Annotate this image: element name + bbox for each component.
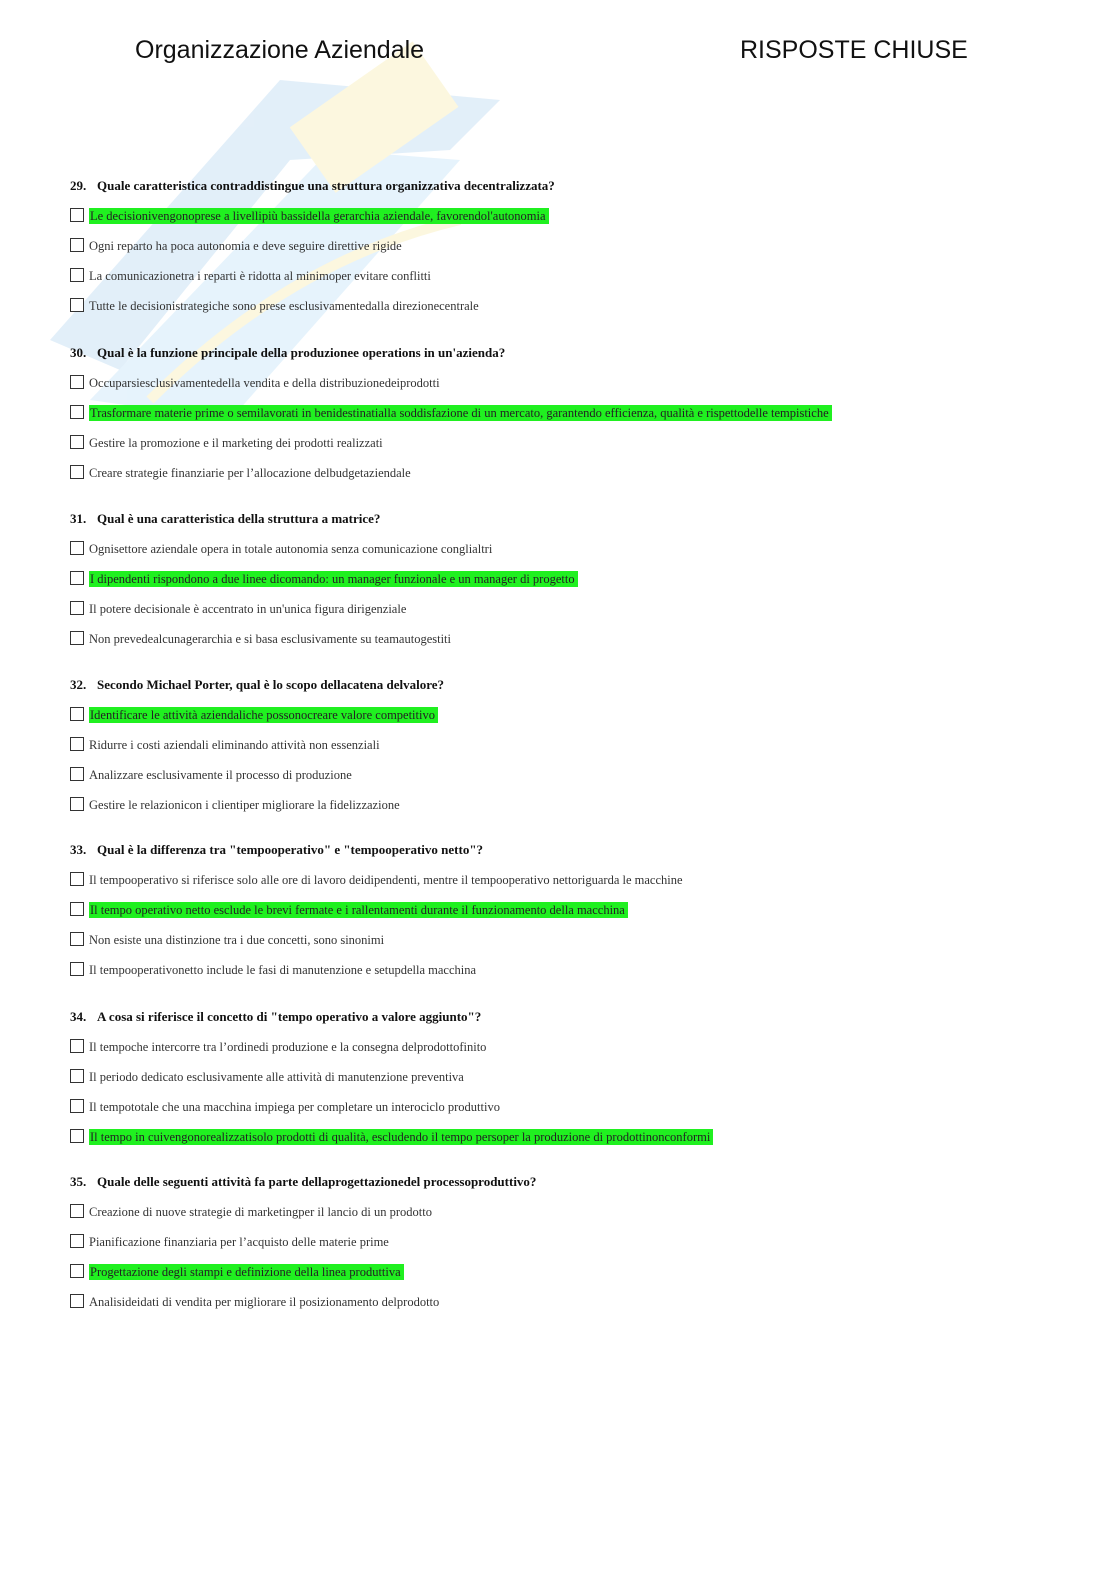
question-number: 30. bbox=[70, 345, 87, 360]
question-31 bbox=[70, 511, 1050, 647]
checkbox[interactable] bbox=[70, 1264, 84, 1278]
question-number: 35. bbox=[70, 1174, 87, 1189]
answer-text: Il tempooperativonetto include le fasi di manutenzione e setupdella macchina bbox=[89, 963, 477, 977]
question-text: Secondo Michael Porter, qual è lo scopo dellacatena delvalore? bbox=[97, 677, 444, 692]
checkbox[interactable] bbox=[70, 707, 84, 721]
answer-text: Progettazione degli stampi e definizione della linea produttiva bbox=[89, 1264, 404, 1280]
answer-option[interactable] bbox=[70, 541, 1050, 557]
answer-option[interactable] bbox=[70, 375, 1050, 391]
checkbox[interactable] bbox=[70, 571, 84, 585]
answer-option[interactable] bbox=[70, 737, 1050, 753]
checkbox[interactable] bbox=[70, 208, 84, 222]
checkbox[interactable] bbox=[70, 737, 84, 751]
checkbox[interactable] bbox=[70, 601, 84, 615]
checkbox[interactable] bbox=[70, 1204, 84, 1218]
answer-text: Creare strategie finanziarie per l’allocazione delbudgetaziendale bbox=[89, 466, 411, 480]
question-text: Qual è la differenza tra "tempooperativo" e "tempooperativo netto"? bbox=[97, 842, 484, 857]
question-30 bbox=[70, 345, 1050, 481]
answer-text: Le decisionivengonoprese a livellipiù bassidella gerarchia aziendale, favorendol'autonomia bbox=[89, 208, 549, 224]
answer-text: Gestire la promozione e il marketing dei prodotti realizzati bbox=[89, 436, 383, 450]
checkbox[interactable] bbox=[70, 767, 84, 781]
answer-text: Il tempoche intercorre tra l’ordinedi produzione e la consegna delprodottofinito bbox=[89, 1040, 487, 1054]
checkbox[interactable] bbox=[70, 238, 84, 252]
checkbox[interactable] bbox=[70, 1129, 84, 1143]
answer-option[interactable] bbox=[70, 571, 1050, 587]
answer-option[interactable] bbox=[70, 268, 1050, 284]
checkbox[interactable] bbox=[70, 1039, 84, 1053]
question-text: Qual è la funzione principale della produzionee operations in un'azienda? bbox=[97, 345, 506, 360]
question-number: 33. bbox=[70, 842, 87, 857]
question-32 bbox=[70, 677, 1050, 813]
answer-text: Il tempooperativo si riferisce solo alle ore di lavoro deidipendenti, mentre il tempooperativo nettoriguarda le macchine bbox=[89, 873, 683, 887]
section-title: RISPOSTE CHIUSE bbox=[740, 36, 968, 64]
checkbox[interactable] bbox=[70, 268, 84, 282]
answer-option[interactable] bbox=[70, 405, 1050, 421]
answer-option[interactable] bbox=[70, 1264, 1050, 1280]
answer-option[interactable] bbox=[70, 962, 1050, 978]
checkbox[interactable] bbox=[70, 435, 84, 449]
answer-option[interactable] bbox=[70, 1069, 1050, 1085]
answer-option[interactable] bbox=[70, 1039, 1050, 1055]
question-title bbox=[70, 1009, 1050, 1025]
question-text: A cosa si riferisce il concetto di "tempo operativo a valore aggiunto"? bbox=[97, 1009, 482, 1024]
answer-text: Il tempo in cuivengonorealizzatisolo prodotti di qualità, escludendo il tempo persoper la produzione di prodottinonconformi bbox=[89, 1129, 713, 1145]
answer-option[interactable] bbox=[70, 872, 1050, 888]
checkbox[interactable] bbox=[70, 932, 84, 946]
answer-text: Tutte le decisionistrategiche sono prese esclusivamentedalla direzionecentrale bbox=[89, 299, 479, 313]
answer-option[interactable] bbox=[70, 208, 1050, 224]
answer-option[interactable] bbox=[70, 797, 1050, 813]
question-number: 34. bbox=[70, 1009, 87, 1024]
checkbox[interactable] bbox=[70, 375, 84, 389]
question-title bbox=[70, 345, 1050, 361]
question-number: 31. bbox=[70, 511, 87, 526]
answer-text: Trasformare materie prime o semilavorati in benidestinatialla soddisfazione di un mercato, garantendo efficienza, qualità e rispettodelle tempistiche bbox=[89, 405, 832, 421]
answer-text: Ridurre i costi aziendali eliminando attività non essenziali bbox=[89, 738, 380, 752]
question-title bbox=[70, 178, 1050, 194]
answer-option[interactable] bbox=[70, 601, 1050, 617]
answer-option[interactable] bbox=[70, 1129, 1050, 1145]
answer-option[interactable] bbox=[70, 631, 1050, 647]
checkbox[interactable] bbox=[70, 1234, 84, 1248]
answer-text: Occuparsiesclusivamentedella vendita e della distribuzionedeiprodotti bbox=[89, 376, 440, 390]
answer-text: Analisideidati di vendita per migliorare il posizionamento delprodotto bbox=[89, 1295, 440, 1309]
answer-text: Analizzare esclusivamente il processo di produzione bbox=[89, 768, 352, 782]
answer-text: Pianificazione finanziaria per l’acquisto delle materie prime bbox=[89, 1235, 389, 1249]
course-title: Organizzazione Aziendale bbox=[135, 36, 425, 64]
answer-text: Identificare le attività aziendaliche possonocreare valore competitivo bbox=[89, 707, 438, 723]
checkbox[interactable] bbox=[70, 962, 84, 976]
question-33 bbox=[70, 842, 1050, 978]
answer-text: Ognisettore aziendale opera in totale autonomia senza comunicazione conglialtri bbox=[89, 542, 493, 556]
checkbox[interactable] bbox=[70, 465, 84, 479]
answer-text: Creazione di nuove strategie di marketingper il lancio di un prodotto bbox=[89, 1205, 432, 1219]
answer-option[interactable] bbox=[70, 932, 1050, 948]
answer-text: Il tempo operativo netto esclude le brevi fermate e i rallentamenti durante il funzionamento della macchina bbox=[89, 902, 628, 918]
checkbox[interactable] bbox=[70, 405, 84, 419]
checkbox[interactable] bbox=[70, 541, 84, 555]
question-text: Quale caratteristica contraddistingue una struttura organizzativa decentralizzata? bbox=[97, 178, 555, 193]
checkbox[interactable] bbox=[70, 631, 84, 645]
answer-text: Non esiste una distinzione tra i due concetti, sono sinonimi bbox=[89, 933, 385, 947]
question-title bbox=[70, 677, 1050, 693]
question-title bbox=[70, 842, 1050, 858]
checkbox[interactable] bbox=[70, 1069, 84, 1083]
answer-text: Non prevedealcunagerarchia e si basa esclusivamente su teamautogestiti bbox=[89, 632, 452, 646]
question-29 bbox=[70, 178, 1050, 314]
question-number: 29. bbox=[70, 178, 87, 193]
answer-text: Il potere decisionale è accentrato in un'unica figura dirigenziale bbox=[89, 602, 407, 616]
answer-text: La comunicazionetra i reparti è ridotta al minimoper evitare conflitti bbox=[89, 269, 431, 283]
answer-option[interactable] bbox=[70, 767, 1050, 783]
answer-option[interactable] bbox=[70, 1234, 1050, 1250]
answer-option[interactable] bbox=[70, 1099, 1050, 1115]
answer-option[interactable] bbox=[70, 298, 1050, 314]
answer-text: Il tempototale che una macchina impiega per completare un interociclo produttivo bbox=[89, 1100, 500, 1114]
checkbox[interactable] bbox=[70, 902, 84, 916]
answer-option[interactable] bbox=[70, 707, 1050, 723]
question-text: Qual è una caratteristica della struttura a matrice? bbox=[97, 511, 381, 526]
answer-text: I dipendenti rispondono a due linee dicomando: un manager funzionale e un manager di progetto bbox=[89, 571, 578, 587]
answer-option[interactable] bbox=[70, 1204, 1050, 1220]
checkbox[interactable] bbox=[70, 1294, 84, 1308]
checkbox[interactable] bbox=[70, 298, 84, 312]
question-text: Quale delle seguenti attività fa parte dellaprogettazionedel processoproduttivo? bbox=[97, 1174, 537, 1189]
answer-text: Gestire le relazionicon i clientiper migliorare la fidelizzazione bbox=[89, 798, 400, 812]
question-34 bbox=[70, 1009, 1050, 1145]
answer-text: Ogni reparto ha poca autonomia e deve seguire direttive rigide bbox=[89, 239, 402, 253]
answer-option[interactable] bbox=[70, 435, 1050, 451]
checkbox[interactable] bbox=[70, 872, 84, 886]
checkbox[interactable] bbox=[70, 1099, 84, 1113]
question-title bbox=[70, 1174, 1050, 1190]
answer-option[interactable] bbox=[70, 465, 1050, 481]
question-title bbox=[70, 511, 1050, 527]
question-number: 32. bbox=[70, 677, 87, 692]
question-35 bbox=[70, 1174, 1050, 1310]
answer-text: Il periodo dedicato esclusivamente alle attività di manutenzione preventiva bbox=[89, 1070, 464, 1084]
answer-option[interactable] bbox=[70, 902, 1050, 918]
answer-option[interactable] bbox=[70, 238, 1050, 254]
answer-option[interactable] bbox=[70, 1294, 1050, 1310]
checkbox[interactable] bbox=[70, 797, 84, 811]
